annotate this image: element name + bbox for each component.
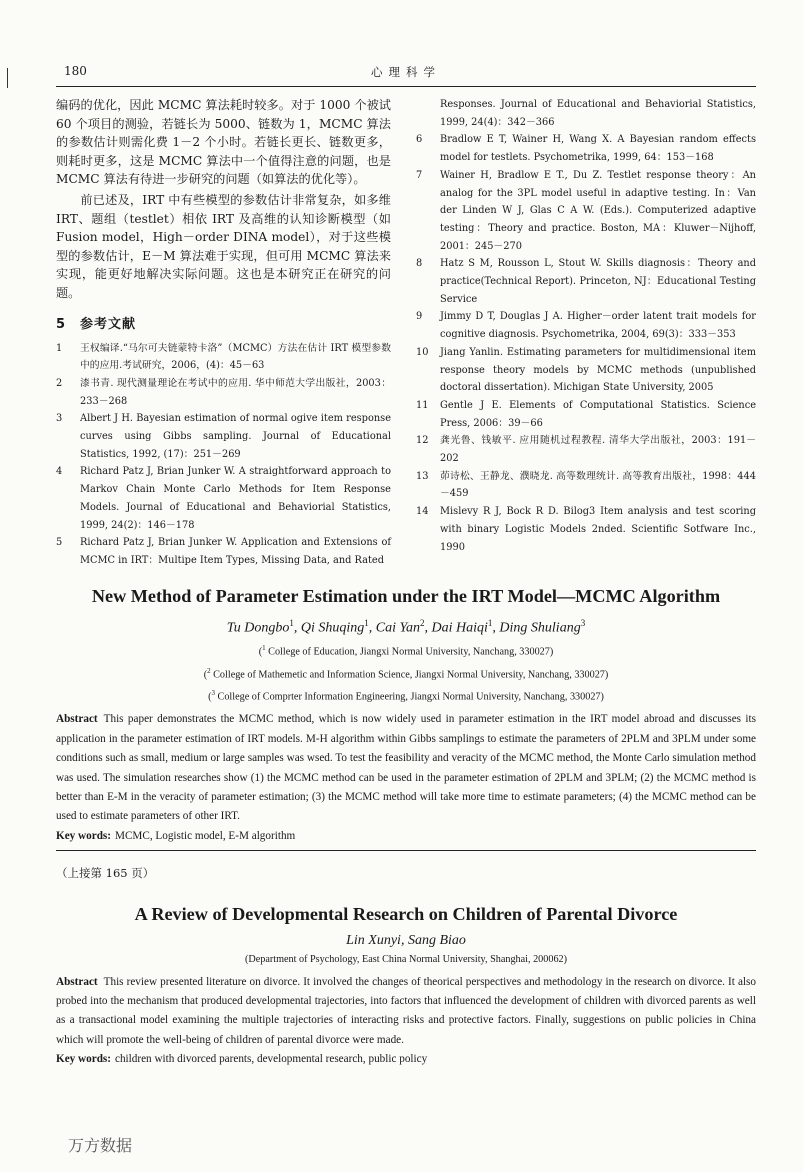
reference-number: 3 bbox=[56, 413, 63, 425]
abstract bbox=[56, 710, 756, 826]
affiliation-text: College of Mathemetic and Information Science, Jiangxi Normal University, Nanchang, 330027 bbox=[213, 668, 605, 680]
watermark: 万方数据 bbox=[68, 1136, 133, 1155]
author-list: Tu Dongbo$^1$, Qi Shuqing$^1$, Cai Yan$^2$, Dai Haiqi$^1$, Ding Shuliang$^3$ bbox=[226, 618, 586, 636]
reference-item bbox=[416, 468, 756, 503]
reference-number: 1 bbox=[56, 342, 63, 354]
affiliation-text: College of Comprter Information Engineering, Jiangxi Normal University, Nanchang, 330027 bbox=[217, 691, 601, 703]
body-paragraph: 编码的优化，因此 MCMC 算法耗时较多。对于 1000 个被试 60 个项目的测验，若链长为 5000、链数为 1，MCMC 算法的参数估计则需化费 1－2 个小时。若链长更长、链数更多，则耗时更多，这是 MCMC 算法中一个值得注意的问题，也是 MCMC 算法有待进一步研究的问题（如算法的优化等）。 bbox=[56, 98, 391, 187]
reference-number: 10 bbox=[416, 346, 429, 358]
reference-number: 9 bbox=[416, 311, 423, 323]
author-affiliation-mark: 1 bbox=[487, 618, 493, 628]
keywords bbox=[56, 1050, 756, 1069]
reference-item bbox=[416, 308, 756, 343]
reference-text: Responses. Journal of Educational and Behaviorial Statistics, 1999, 24(4)：342－366 bbox=[440, 99, 756, 128]
reference-item bbox=[416, 503, 756, 556]
journal-name: 心理科学 bbox=[371, 65, 441, 79]
affiliation: ($^2$ College of Mathemetic and Information Science, Jiangxi Normal University, Nanchang, 330027) bbox=[203, 666, 609, 680]
reference-item bbox=[416, 255, 756, 308]
reference-list bbox=[56, 340, 391, 570]
reference-text: Hatz S M, Rousson L, Stout W. Skills diagnosis：Theory and practice(Technical Report). Princeton, NJ：Educational Testing Service bbox=[440, 258, 756, 305]
affiliation: ($^3$ College of Comprter Information Engineering, Jiangxi Normal University, Nanchang, 330027) bbox=[208, 689, 604, 703]
author-affiliation-mark: 3 bbox=[580, 618, 586, 628]
reference-text: 龚光鲁、钱敏平. 应用随机过程教程. 清华大学出版社，2003：191－202 bbox=[440, 435, 756, 465]
header-rule bbox=[56, 86, 756, 87]
reference-item bbox=[56, 534, 391, 569]
author-affiliation-mark: 1 bbox=[289, 618, 294, 628]
reference-number: 8 bbox=[416, 258, 423, 270]
reference-number: 6 bbox=[416, 134, 423, 146]
reference-text: Richard Patz J, Brian Junker W. Application and Extensions of MCMC in IRT：Multipe Item Types, Missing Data, and Rated bbox=[80, 537, 391, 566]
reference-text: Richard Patz J, Brian Junker W. A straightforward approach to Markov Chain Monte Carlo Methods for Item Response Models. Journal of Educational and Behaviorial Statistics, 1999, 24(2)：146－178 bbox=[80, 466, 391, 531]
reference-number: 4 bbox=[56, 466, 63, 478]
keywords-text: children with divorced parents, developmental research, public policy bbox=[115, 1053, 428, 1066]
author-list: Lin Xunyi, Sang Biao bbox=[346, 933, 466, 948]
author-affiliation-mark: 1 bbox=[364, 618, 369, 628]
reference-item bbox=[416, 432, 756, 467]
page-number: 180 bbox=[64, 64, 87, 78]
body-paragraph: 前已述及，IRT 中有些模型的参数估计非常复杂，如多维 IRT、题组（testlet）相依 IRT 及高维的认知诊断模型（如 Fusion model，High－order DINA model），对于这些模型的参数估计，E－M 算法难于实现，但可用 MCMC 算法来实现，能更好地解决实际问题。这也是本研究正在研究的问题。 bbox=[56, 192, 391, 300]
continued-note: （上接第 165 页） bbox=[56, 866, 155, 880]
reference-text: Bradlow E T, Wainer H, Wang X. A Bayesian random effects model for testlets. Psychometrika, 1999, 64：153－168 bbox=[440, 134, 756, 164]
reference-number: 13 bbox=[416, 470, 429, 482]
abstract-label: Abstract bbox=[56, 713, 98, 726]
reference-text: Albert J H. Bayesian estimation of normal ogive item response curves using Gibbs sampling. Journal of Educational Statistics, 1992, (17)：251－269 bbox=[80, 413, 391, 460]
abstract-text: This review presented literature on divorce. It involved the changes of theorical perspectives and methodology in the research on divorce. It also probed into the mechanism that produced developmental trajectories, into factors that influenced the development of children with divorced parents as well as a transactional model examining the multiple trajectories of interacting risks and protective factors. Finally, suggestions on public policies in China which will promote the well-being of children of parental divorce were made. bbox=[56, 975, 756, 1046]
reference-number: 5 bbox=[56, 537, 63, 549]
reference-text: Jiang Yanlin. Estimating parameters for multidimensional item response theory models by MCMC methods (unpublished doctoral dissertation). Michigan State University, 2005 bbox=[440, 346, 756, 394]
running-head bbox=[56, 64, 756, 84]
reference-continuation bbox=[416, 96, 756, 131]
right-column bbox=[416, 96, 756, 556]
affiliation: ($^1$ College of Education, Jiangxi Normal University, Nanchang, 330027) bbox=[258, 643, 554, 658]
reference-number: 11 bbox=[416, 399, 429, 411]
author-affiliation-mark: 2 bbox=[420, 618, 425, 628]
keywords bbox=[56, 827, 756, 846]
reference-number: 2 bbox=[56, 377, 63, 389]
reference-item bbox=[56, 375, 391, 410]
reference-number: 7 bbox=[416, 169, 423, 181]
keywords-text: MCMC, Logistic model, E-M algorithm bbox=[115, 829, 296, 842]
author-name: Ding Shuliang bbox=[499, 620, 581, 636]
affiliation-list bbox=[56, 639, 756, 708]
left-column bbox=[56, 96, 391, 570]
article-divider bbox=[56, 850, 756, 851]
affiliation-text: College of Education, Jiangxi Normal University, Nanchang, 330027 bbox=[268, 646, 550, 658]
keywords-label: Key words: bbox=[56, 1053, 111, 1066]
reference-text: 王权编译.“马尔可夫链蒙特卡洛”（MCMC）方法在估计 IRT 模型参数中的应用.考试研究，2006，(4)：45－63 bbox=[80, 342, 391, 372]
margin-mark bbox=[7, 68, 8, 88]
english-abstract-article1 bbox=[56, 586, 756, 846]
affiliation: (Department of Psychology, East China Normal University, Shanghai, 200062) bbox=[244, 954, 568, 965]
reference-text: Mislevy R J, Bock R D. Bilog3 Item analysis and test scoring with binary Logistic Models 2nded. Scientific Sotfware Inc., 1990 bbox=[440, 506, 756, 553]
reference-item bbox=[56, 410, 391, 463]
english-abstract-article2 bbox=[56, 904, 756, 1069]
keywords-label: Key words: bbox=[56, 829, 111, 842]
abstract-label: Abstract bbox=[56, 975, 98, 988]
reference-item bbox=[416, 131, 756, 166]
author-name: Cai Yan bbox=[375, 620, 421, 636]
reference-item bbox=[416, 397, 756, 432]
reference-text: 漆书青. 现代测量理论在考试中的应用. 华中师范大学出版社，2003：233－268 bbox=[80, 377, 391, 407]
reference-number: 12 bbox=[416, 435, 429, 447]
abstract bbox=[56, 973, 756, 1051]
reference-item bbox=[416, 167, 756, 256]
affiliation-mark: 3 bbox=[211, 689, 215, 698]
author-name: Tu Dongbo bbox=[226, 620, 290, 636]
reference-text: 茆诗松、王静龙、濮晓龙. 高等数理统计. 高等教育出版社，1998：444－459 bbox=[440, 470, 756, 500]
section-heading-references: 5 参考文献 bbox=[56, 316, 137, 332]
reference-item bbox=[416, 344, 756, 397]
reference-item bbox=[56, 463, 391, 534]
reference-text: Wainer H, Bradlow E T., Du Z. Testlet response theory：An analog for the 3PL model useful in adaptive testing. In：Van der Linden W J, Glas C A W. (Eds.). Computerized adaptive testing：Theory and practice. Boston, MA：Kluwer－Nijhoff, 2001：245－270 bbox=[440, 169, 756, 252]
author-name: Qi Shuqing bbox=[300, 620, 365, 636]
reference-list bbox=[416, 131, 756, 556]
article-title: New Method of Parameter Estimation under the IRT Model—MCMC Algorithm bbox=[91, 586, 721, 606]
reference-item bbox=[56, 340, 391, 375]
abstract-text: This paper demonstrates the MCMC method, which is now widely used in parameter estimation in the IRT model abroad and discusses its application in the parameter estimation of IRT models. M-H algorithm within Gibbs samplings to estimate the parameters of 2PLM and 3PLM under some conditions such as small, medium or large samples was wsed. To test the feasibility and veracity of the MCMC method, the Monte Carlo simulation method was used. The simulation researches show (1) the MCMC method can be used in the parameter estimation of 2PLM and 3PLM; (2) the MCMC method is better than E-M in the veracity of parameter estimation; (3) the MCMC method will take more time to estimate parameters; (4) the MCMC method can be used to estimate parameters of other IRT. bbox=[56, 713, 756, 823]
reference-number: 14 bbox=[416, 506, 429, 518]
author-name: Dai Haiqi bbox=[431, 620, 488, 636]
affiliation-mark: 2 bbox=[207, 666, 211, 675]
reference-text: Gentle J E. Elements of Computational Statistics. Science Press, 2006：39－66 bbox=[440, 399, 756, 429]
article-title: A Review of Developmental Research on Children of Parental Divorce bbox=[134, 904, 678, 924]
reference-text: Jimmy D T, Douglas J A. Higher－order latent trait models for cognitive diagnosis. Psychometrika, 2004, 69(3)：333－353 bbox=[440, 311, 756, 341]
affiliation-mark: 1 bbox=[262, 643, 266, 652]
